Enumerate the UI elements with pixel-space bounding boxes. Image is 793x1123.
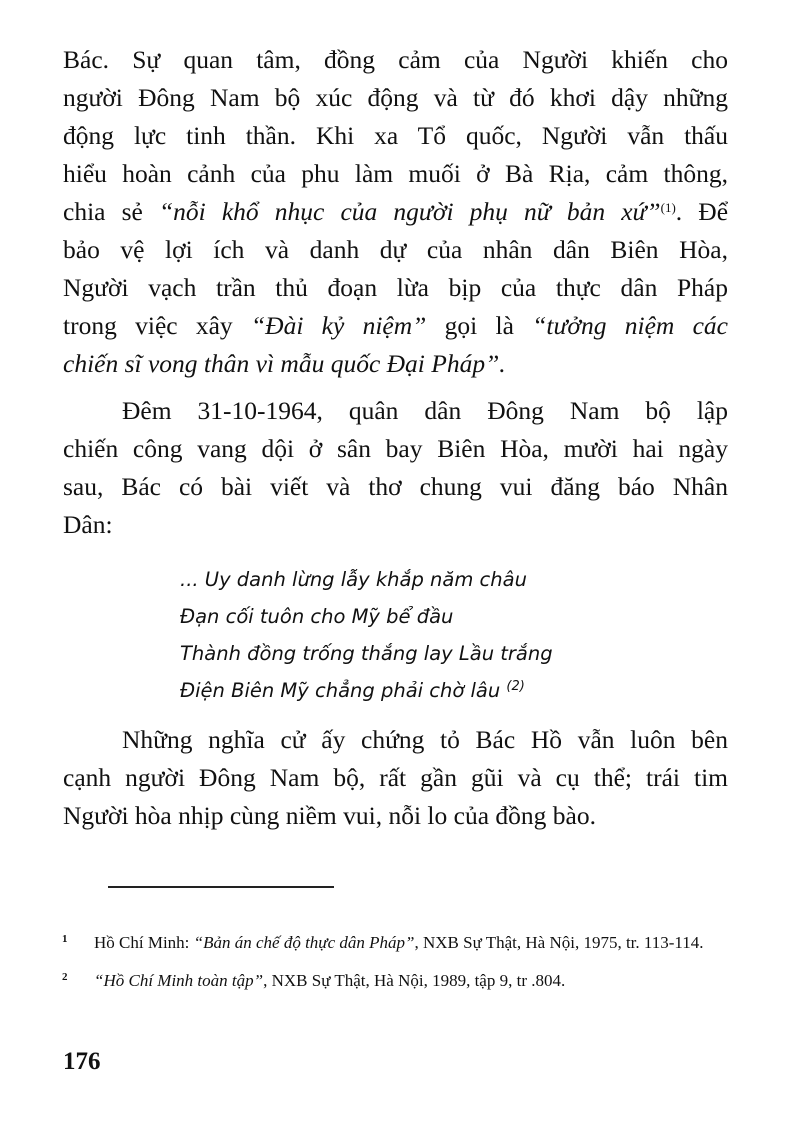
text-line	[63, 193, 728, 231]
text-line	[63, 231, 728, 269]
paragraph-3	[63, 721, 728, 835]
footnote-ref: (1)	[660, 200, 676, 215]
page-number: 176	[63, 1048, 101, 1075]
text: , NXB Sự Thật, Hà Nội, 1975, tr. 113-114.	[414, 933, 704, 952]
footnote-2	[62, 968, 742, 993]
text-line	[63, 41, 728, 79]
italic-text: “tưởng niệm các	[532, 311, 728, 340]
paragraph-2	[63, 392, 728, 544]
text-line	[63, 269, 728, 307]
text: chiến công vang dội ở sân bay Biên Hòa, mười hai ngày	[63, 434, 728, 463]
italic-text: “Đài kỷ niệm”	[250, 311, 427, 340]
text: bảo vệ lợi ích và danh dự của nhân dân Biên Hòa,	[63, 235, 728, 264]
poem-line: Thành đồng trống thắng lay Lầu trắng	[180, 642, 553, 665]
poem-line: Đạn cối tuôn cho Mỹ bể đầu	[180, 605, 454, 628]
text: , NXB Sự Thật, Hà Nội, 1989, tập 9, tr .804.	[263, 971, 566, 990]
footnote-number: 2	[62, 971, 68, 983]
italic-text: “nỗi khổ nhục của người phụ nữ bản xứ”	[158, 197, 661, 226]
text-line	[63, 468, 728, 506]
text-line	[63, 79, 728, 117]
text-line	[63, 506, 728, 544]
footnote-1	[62, 930, 742, 955]
text-line	[63, 759, 728, 797]
text: Dân:	[63, 510, 113, 539]
text: trong việc xây	[63, 311, 251, 340]
text: người Đông Nam bộ xúc động và từ đó khơi dậy những	[63, 83, 728, 112]
text: Hồ Chí Minh:	[94, 933, 194, 952]
text: . Để	[675, 197, 729, 226]
footnote-separator	[108, 886, 334, 888]
footnote-number: 1	[62, 933, 68, 945]
italic-text: “Bản án chế độ thực dân Pháp”	[193, 933, 415, 952]
text: Những nghĩa cử ấy chứng tỏ Bác Hồ vẫn luôn bên	[122, 725, 728, 754]
text: chia sẻ	[63, 197, 159, 226]
text: Người vạch trần thủ đoạn lừa bịp của thực dân Pháp	[63, 273, 728, 302]
text-line	[63, 392, 728, 430]
poem-line	[180, 672, 553, 709]
text-line	[63, 345, 728, 383]
footnote-ref: (2)	[506, 679, 525, 694]
text: động lực tinh thần. Khi xa Tổ quốc, Người vẫn thấu	[63, 121, 728, 150]
text: Người hòa nhịp cùng niềm vui, nỗi lo của đồng bào.	[63, 801, 596, 830]
poem-line-text: Điện Biên Mỹ chẳng phải chờ lâu	[180, 679, 501, 702]
italic-text: “Hồ Chí Minh toàn tập”	[94, 971, 264, 990]
poem	[180, 561, 553, 709]
text-line	[63, 155, 728, 193]
text: hiểu hoàn cảnh của phu làm muối ở Bà Rịa, cảm thông,	[63, 159, 728, 188]
text: sau, Bác có bài viết và thơ chung vui đăng báo Nhân	[63, 472, 728, 501]
text-line	[63, 307, 728, 345]
text-line	[63, 797, 728, 835]
text: gọi là	[426, 311, 533, 340]
text-line	[63, 117, 728, 155]
footnotes	[62, 930, 742, 993]
italic-text: chiến sĩ vong thân vì mẫu quốc Đại Pháp”.	[63, 349, 506, 378]
text: Đêm 31-10-1964, quân dân Đông Nam bộ lập	[122, 396, 728, 425]
text-line	[63, 430, 728, 468]
text-line	[63, 721, 728, 759]
text: Bác. Sự quan tâm, đồng cảm của Người khiến cho	[63, 45, 728, 74]
poem-line: ... Uy danh lừng lẫy khắp năm châu	[180, 568, 527, 591]
text: cạnh người Đông Nam bộ, rất gần gũi và cụ thể; trái tim	[63, 763, 728, 792]
paragraph-1	[63, 41, 728, 383]
